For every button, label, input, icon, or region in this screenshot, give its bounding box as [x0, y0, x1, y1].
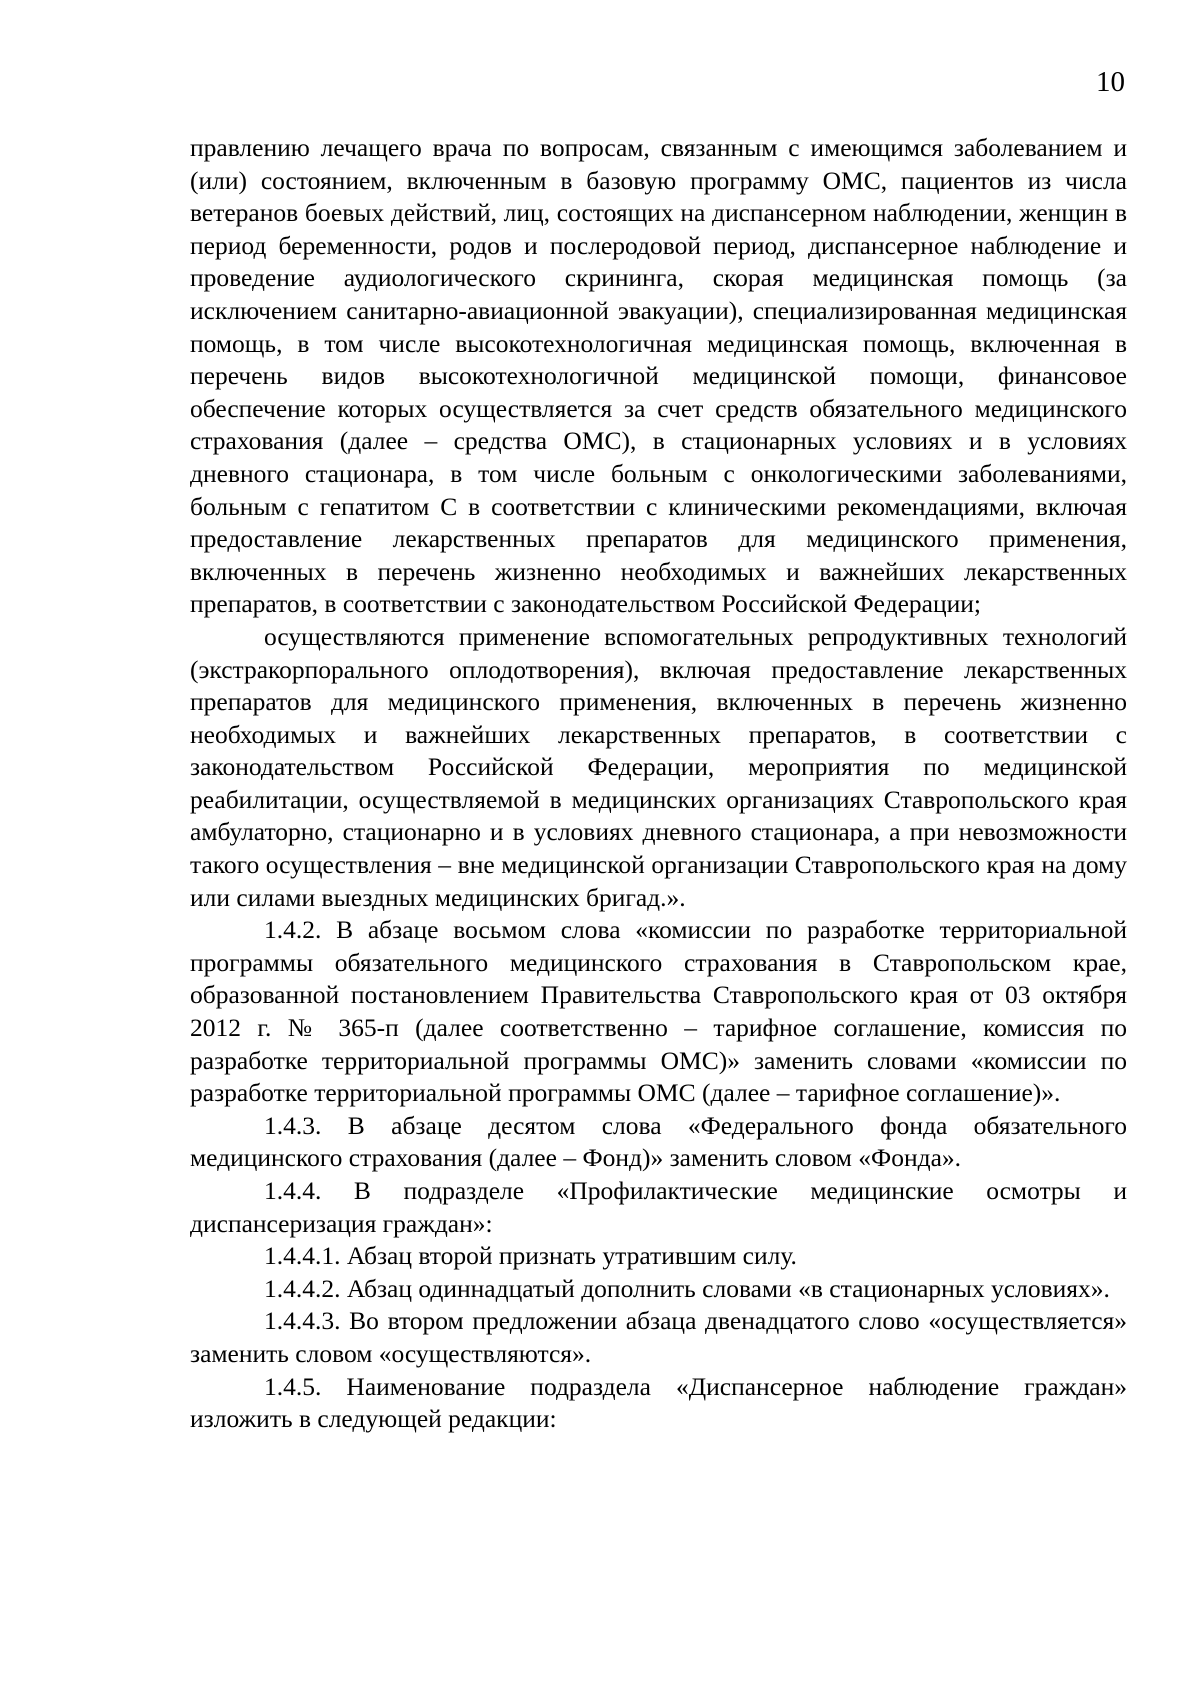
paragraph-reproductive-technologies: осуществляются применение вспомогательных репродуктивных технологий (экстракорпорального оплодотворения), включая предоставление лекарственных препаратов для медицинского применения, включенных в перечень жизненно необходимых и важнейших лекарственных препаратов, в соответствии с законодательством Российской Федерации, мероприятия по медицинской реабилитации, осуществляемой в медицинских организациях Ставропольского края амбулаторно, стационарно и в условиях дневного стационара, а при невозможности такого осуществления – вне медицинской организации Ставропольского края на дому или силами выездных медицинских бригад.».: [190, 621, 1127, 912]
paragraph-1-4-4-3: 1.4.4.3. Во втором предложении абзаца двенадцатого слово «осуществляется» заменить словом «осуществляются».: [190, 1306, 1127, 1368]
paragraph-1-4-2: 1.4.2. В абзаце восьмом слова «комиссии по разработке территориальной программы обязательного медицинского страхования в Ставропольском крае, образованной постановлением Правительства Ставропольского края от 03 октября 2012 г. № 365-п (далее соответственно – тарифное соглашение, комиссия по разработке территориальной программы ОМС)» заменить словами «комиссии по разработке территориальной программы ОМС (далее – тарифное соглашение)».: [190, 915, 1127, 1108]
paragraph-1-4-3: 1.4.3. В абзаце десятом слова «Федерального фонда обязательного медицинского страхования (далее – Фонд)» заменить словом «Фонда».: [190, 1110, 1127, 1173]
page-number: 10: [1096, 66, 1125, 98]
paragraph-1-4-4-2: 1.4.4.2. Абзац одиннадцатый дополнить словами «в стационарных условиях».: [264, 1273, 1110, 1303]
paragraph-continuation: правлению лечащего врача по вопросам, связанным с имеющимся заболеванием и (или) состоянием, включенным в базовую программу ОМС, пациентов из числа ветеранов боевых действий, лиц, состоящих на диспансерном наблюдении, женщин в период беременности, родов и послеродовой период, диспансерное наблюдение и проведение аудиологического скрининга, скорая медицинская помощь (за исключением санитарно-авиационной эвакуации), специализированная медицинская помощь, в том числе высокотехнологичная медицинская помощь, включенная в перечень видов высокотехнологичной медицинской помощи, финансовое обеспечение которых осуществляется за счет средств обязательного медицинского страхования (далее – средства ОМС), в стационарных условиях и в условиях дневного стационара, в том числе больным с онкологическими заболеваниями, больным с гепатитом С в соответствии с клиническими рекомендациями, включая предоставление лекарственных препаратов для медицинского применения, включенных в перечень жизненно необходимых и важнейших лекарственных препаратов, в соответствии с законодательством Российской Федерации;: [190, 133, 1127, 619]
paragraph-1-4-5: 1.4.5. Наименование подраздела «Диспансерное наблюдение граждан» изложить в следующей редакции:: [190, 1371, 1127, 1434]
paragraph-1-4-4: 1.4.4. В подразделе «Профилактические медицинские осмотры и диспансеризация граждан»:: [190, 1176, 1127, 1238]
document-body: [190, 132, 1127, 1436]
paragraph-1-4-4-1: 1.4.4.1. Абзац второй признать утратившим силу.: [264, 1241, 797, 1271]
